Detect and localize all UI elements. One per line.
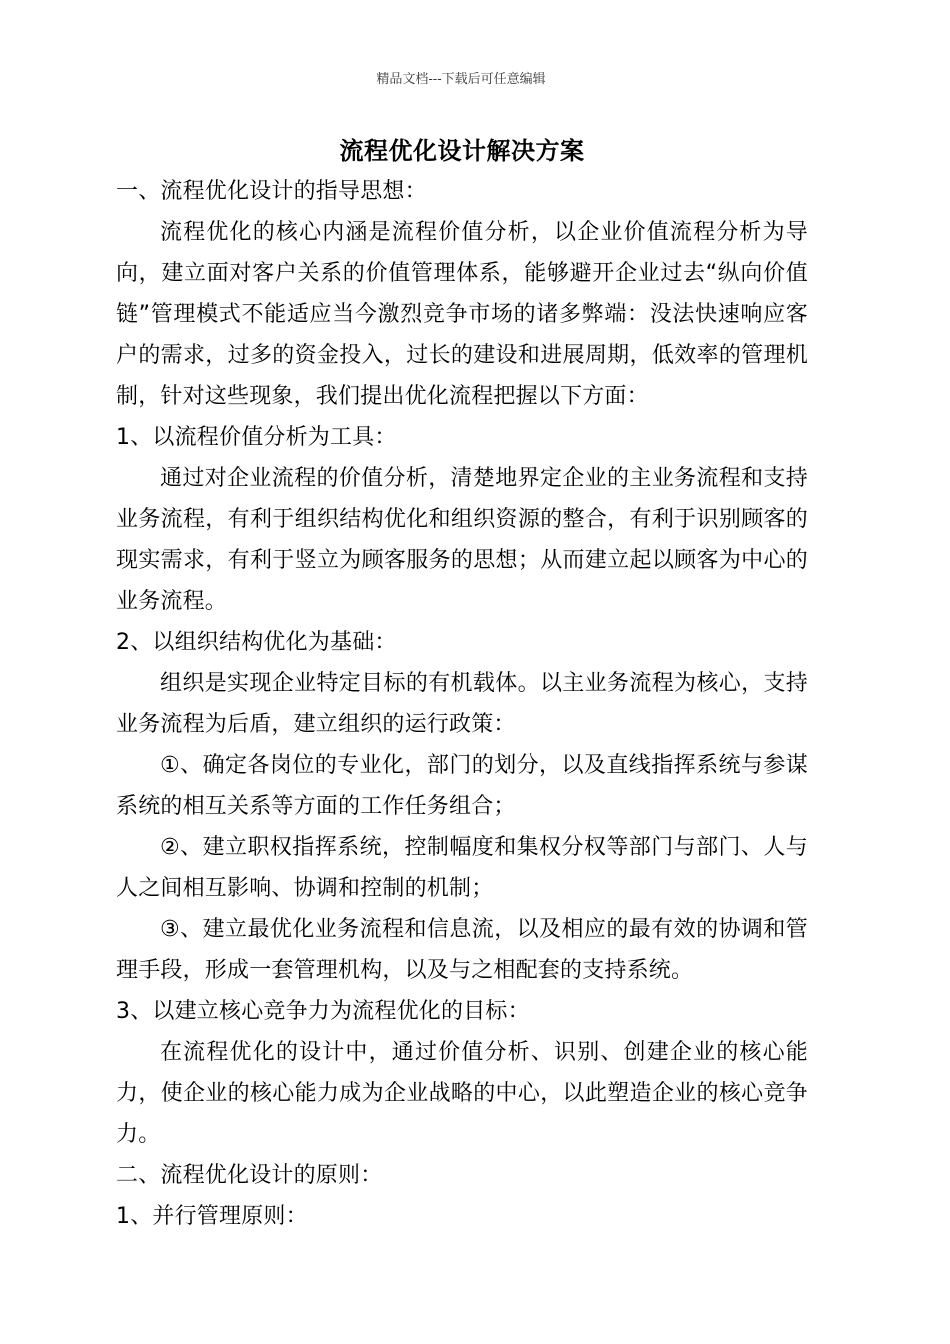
list-item: ③、建立最优化业务流程和信息流，以及相应的最有效的协调和管理手段，形成一套管理机构，以及与之相配套的支持系统。 <box>116 917 808 983</box>
subsection-heading: 1、并行管理原则： <box>116 1204 308 1229</box>
subsection-heading: 3、以建立核心竞争力为流程优化的目标： <box>116 999 530 1024</box>
paragraph: 在流程优化的设计中，通过价值分析、识别、创建企业的核心能力，使企业的核心能力成为企业战略的中心，以此塑造企业的核心竞争力。 <box>116 1040 808 1147</box>
paragraph: 通过对企业流程的价值分析，清楚地界定企业的主业务流程和支持业务流程，有利于组织结构优化和组织资源的整合，有利于识别顾客的现实需求，有利于竖立为顾客服务的思想；从而建立起以顾客为中心的业务流程。 <box>116 466 808 614</box>
document-title: 流程优化设计解决方案 <box>339 136 585 165</box>
section-heading: 一、流程优化设计的指导思想： <box>116 179 427 204</box>
document-body <box>116 130 808 1237</box>
list-item: ②、建立职权指挥系统，控制幅度和集权分权等部门与部门、人与人之间相互影响、协调和控制的机制； <box>116 835 808 901</box>
paragraph: 流程优化的核心内涵是流程价值分析，以企业价值流程分析为导向，建立面对客户关系的价值管理体系，能够避开企业过去“纵向价值链”管理模式不能适应当今激烈竞争市场的诸多弊端：没法快速响应客户的需求，过多的资金投入，过长的建设和进展周期，低效率的管理机制，针对这些现象，我们提出优化流程把握以下方面： <box>116 220 808 409</box>
list-item: ①、确定各岗位的专业化，部门的划分，以及直线指挥系统与参谋系统的相互关系等方面的工作任务组合； <box>116 753 808 819</box>
section-heading: 二、流程优化设计的原则： <box>116 1163 383 1188</box>
page-header: 精品文档---下载后可任意编辑 <box>376 72 546 87</box>
paragraph: 组织是实现企业特定目标的有机载体。以主业务流程为核心，支持业务流程为后盾，建立组织的运行政策： <box>116 671 808 737</box>
subsection-heading: 1、以流程价值分析为工具： <box>116 425 397 450</box>
subsection-heading: 2、以组织结构优化为基础： <box>116 630 397 655</box>
